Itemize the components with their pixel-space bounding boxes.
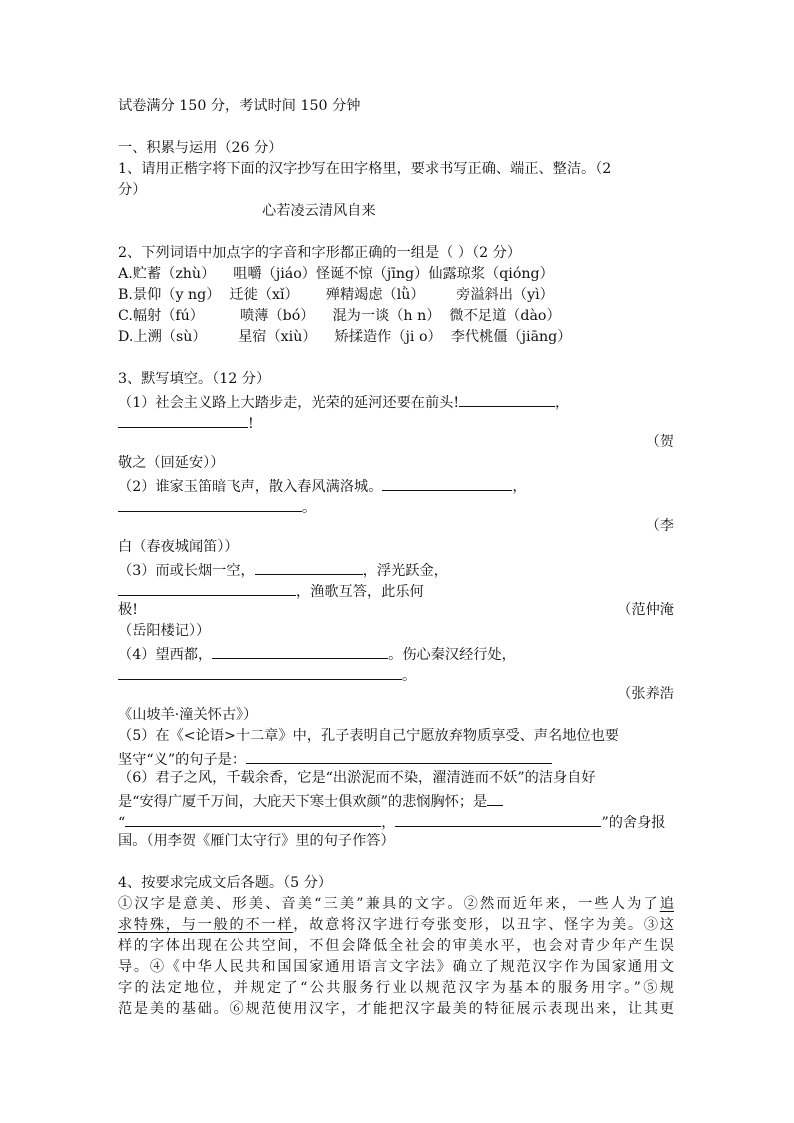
q3-item-5-text: 坚守“义”的句子是： bbox=[118, 752, 247, 768]
punct: ， bbox=[555, 395, 570, 411]
q4-text: ，故意将汉字进行夸张变形，以丑字、怪字为美。③这 bbox=[293, 917, 674, 933]
q2-option-a: A.贮蓄（zhù） 咀嚼（jiáo）怪诞不惊（jīng）仙露琼浆（qióng） bbox=[118, 266, 554, 282]
q3-title: 3、默写填空。（12 分） bbox=[118, 371, 271, 387]
q4-underlined-text: 求特殊，与一般的不一样 bbox=[118, 917, 294, 933]
q3-item-6-line1: （6）君子之风，千载余香，它是“出淤泥而不染，濯清涟而不妖”的洁身自好 bbox=[118, 770, 596, 786]
q3-item-3-source-b: （岳阳楼记）） bbox=[118, 623, 211, 639]
q3-item-3-line2 bbox=[118, 579, 424, 603]
q4-para-line5: 字的法定地位，并规定了“公共服务行业以规范汉字为基本的服务用字。”⑤规 bbox=[118, 980, 674, 996]
q3-blank-6c[interactable] bbox=[395, 810, 601, 827]
q2-option-d: D.上溯（sù） 星宿（xiù） 矫揉造作（ji o） 李代桃僵（jiāng） bbox=[118, 329, 572, 345]
q3-blank-6a[interactable] bbox=[487, 789, 503, 806]
q2-option-c: C.幅射（fú） 喷薄（bó） 混为一谈（h n） 微不足道（dào） bbox=[118, 308, 561, 324]
q3-item-2-line2 bbox=[118, 495, 316, 519]
q3-item-1-line2 bbox=[118, 411, 254, 435]
q3-blank-5[interactable] bbox=[246, 747, 552, 764]
q3-blank-3b[interactable] bbox=[118, 579, 296, 596]
q1-copy-text: 心若凌云清风自来 bbox=[262, 203, 376, 219]
q4-para-line4: 导。④《中华人民共和国国家通用语言文字法》确立了规范汉字作为国家通用文 bbox=[118, 959, 674, 975]
q3-blank-4a[interactable] bbox=[212, 642, 388, 659]
q4-para-line6: 范是美的基础。⑥规范使用汉字，才能把汉字最美的特征展示表现出来，让其更 bbox=[118, 1001, 674, 1017]
q3-blank-4b[interactable] bbox=[118, 663, 402, 680]
q3-item-4-source-a: （张养浩 bbox=[617, 686, 674, 702]
q3-item-1-source-b: 敬之（回延安）） bbox=[118, 455, 225, 471]
q1-stem-line2: 分） bbox=[118, 182, 147, 198]
q3-item-3-text: （3）而或长烟一空， bbox=[118, 563, 255, 579]
q3-blank-1a[interactable] bbox=[459, 390, 555, 407]
q3-item-6-text-b: ”的舍身报 bbox=[601, 815, 666, 831]
q4-para-line3: 样的字体出现在公共空间，不但会降低全社会的审美水平，也会对青少年产生误 bbox=[118, 938, 674, 954]
punct: ! bbox=[248, 416, 254, 432]
punct: 。 bbox=[402, 668, 417, 684]
punct: “ bbox=[118, 815, 126, 831]
punct: ， bbox=[512, 479, 527, 495]
q4-underlined-text: 追 bbox=[659, 896, 674, 912]
q3-item-4-source-b: 《山坡羊·潼关怀古》） bbox=[118, 707, 258, 723]
q3-item-2-source-a: （李 bbox=[645, 518, 674, 534]
q3-item-6-text: 是“安得广厦千万间，大庇天下寒士俱欢颜”的悲悯胸怀；是 bbox=[118, 794, 488, 810]
q3-item-2-source-b: 白（春夜城闻笛）） bbox=[118, 539, 239, 555]
punct: 。 bbox=[302, 500, 317, 516]
q3-blank-6b[interactable] bbox=[125, 810, 381, 827]
q4-para-line1 bbox=[118, 894, 674, 915]
q3-item-3-text-c: ，渔歌互答，此乐何 bbox=[296, 584, 424, 600]
q3-item-3-line3: 极! bbox=[118, 602, 138, 618]
exam-info: 试卷满分 150 分，考试时间 150 分钟 bbox=[118, 98, 361, 114]
q4-title: 4、按要求完成文后各题。（5 分） bbox=[118, 875, 333, 891]
q3-item-5-line1: （5）在《<论语>十二章》中，孔子表明自己宁愿放弃物质享受、声名地位也要 bbox=[118, 728, 619, 744]
q3-blank-1b[interactable] bbox=[118, 411, 248, 428]
q3-blank-2a[interactable] bbox=[382, 474, 512, 491]
q3-item-3-source-a: （范仲淹 bbox=[617, 602, 674, 618]
q3-item-4-text-b: 。伤心秦汉经行处， bbox=[388, 647, 516, 663]
q4-para-line2 bbox=[118, 915, 674, 936]
q1-stem-line1: 1、请用正楷字将下面的汉字抄写在田字格里，要求书写正确、端正、整洁。（2 bbox=[118, 161, 612, 177]
q3-item-6-line4: 国。（用李贺《雁门太守行》里的句子作答） bbox=[118, 833, 395, 849]
q3-blank-3a[interactable] bbox=[255, 558, 363, 575]
punct: ， bbox=[381, 815, 396, 831]
q4-text: ①汉字是意美、形美、音美“三美”兼具的文字。②然而近年来，一些人为了 bbox=[118, 896, 660, 912]
q3-item-1-source-a: （贺 bbox=[645, 434, 674, 450]
q3-item-1-text: （1）社会主义路上大踏步走，光荣的延河还要在前头! bbox=[118, 395, 460, 411]
section-title: 一、积累与运用（26 分） bbox=[118, 140, 283, 156]
q2-option-b: B.景仰（y ng） 迁徙（xǐ） 殚精竭虑（lǜ） 旁溢斜出（yì） bbox=[118, 287, 554, 303]
q3-blank-2b[interactable] bbox=[118, 495, 302, 512]
q3-item-4-text: （4）望西都， bbox=[118, 647, 213, 663]
q3-item-3-text-b: ，浮光跃金， bbox=[362, 563, 448, 579]
q2-stem: 2、下列词语中加点字的字音和字形都正确的一组是（ ）（2 分） bbox=[118, 245, 522, 261]
q3-item-2-text: （2）谁家玉笛暗飞声，散入春风满洛城。 bbox=[118, 479, 383, 495]
q3-item-4-line2 bbox=[118, 663, 416, 687]
